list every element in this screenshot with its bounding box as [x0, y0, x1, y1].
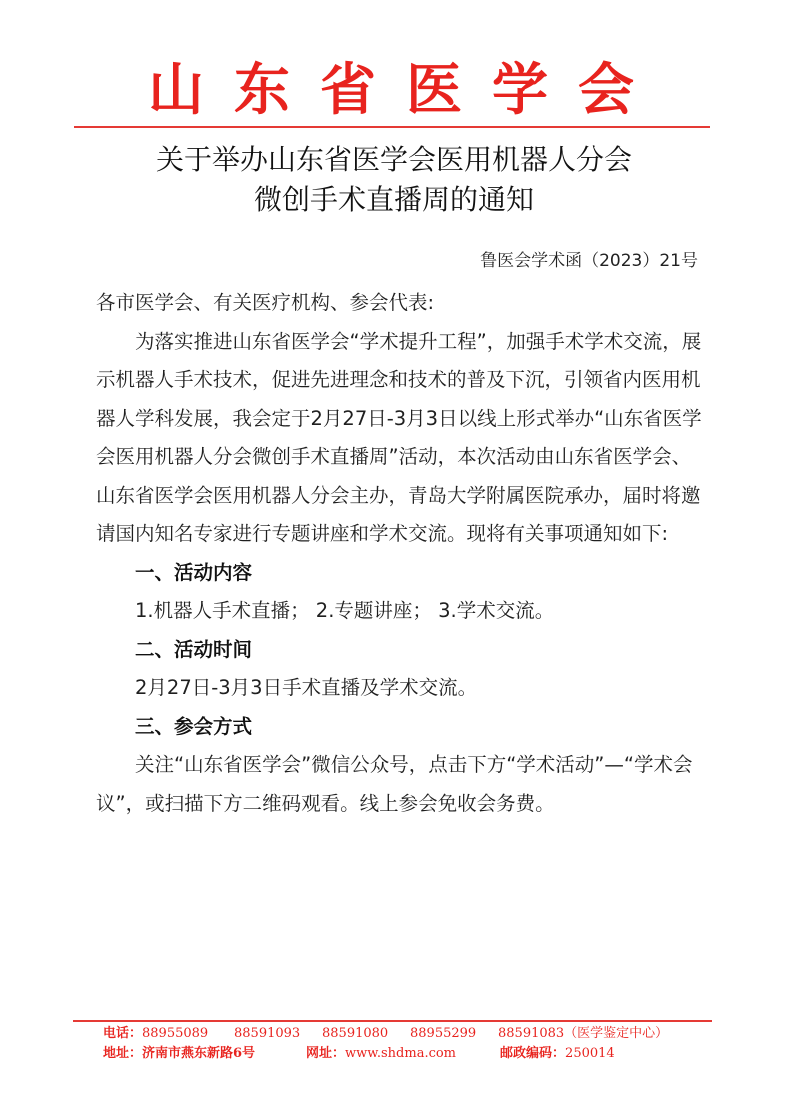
letterhead-divider — [74, 126, 710, 128]
section-heading-time: 二、活动时间 — [135, 637, 253, 661]
document-body — [96, 284, 702, 823]
footer — [103, 1024, 703, 1064]
address-label: 地址： — [103, 1046, 143, 1061]
footer-phones — [103, 1024, 703, 1044]
section-heading-method: 三、参会方式 — [135, 714, 253, 738]
title-line-2: 微创手术直播周的通知 — [253, 183, 534, 216]
section-body-content: 1.机器人手术直播； 2.专题讲座； 3.学术交流。 — [135, 599, 555, 622]
footer-address-row — [103, 1044, 703, 1064]
letterhead — [0, 58, 788, 122]
postcode-value: 250014 — [565, 1046, 615, 1061]
title-line-1: 关于举办山东省医学会医用机器人分会 — [155, 143, 632, 176]
phone-number: 88591080 — [322, 1026, 389, 1041]
website-link[interactable]: www.shdma.com — [345, 1046, 457, 1061]
phone-label: 电话： — [103, 1026, 143, 1041]
phone-number: 88591093 — [234, 1026, 301, 1041]
footer-divider — [73, 1020, 712, 1022]
section-body-method: 关注“山东省医学会”微信公众号，点击下方“学术活动”—“学术会议”，或扫描下方二维码观看。线上参会免收会务费。 — [96, 753, 693, 815]
phone-number: 88955089 — [142, 1026, 209, 1041]
phone-number: 88591083（医学鉴定中心） — [498, 1026, 669, 1041]
section-body-time: 2月27日-3月3日手术直播及学术交流。 — [135, 676, 478, 699]
phone-number: 88955299 — [410, 1026, 477, 1041]
postcode-label: 邮政编码： — [500, 1046, 566, 1061]
document-number: 鲁医会学术函（2023）21号 — [480, 251, 698, 271]
website-label: 网址： — [306, 1046, 346, 1061]
intro-paragraph: 为落实推进山东省医学会“学术提升工程”，加强手术学术交流，展示机器人手术技术，促进先进理念和技术的普及下沉，引领省内医用机器人学科发展，我会定于2月27日-3月3日以线上形式举办“山东省医学会医用机器人分会微创手术直播周”活动，本次活动由山东省医学会、山东省医学会医用机器人分会主办，青岛大学附属医院承办，届时将邀请国内知名专家进行专题讲座和学术交流。现将有关事项通知如下: — [96, 329, 702, 545]
address-value: 济南市燕东新路6号 — [142, 1046, 256, 1061]
document-title — [0, 140, 788, 220]
org-name: 山东省医学会 — [148, 57, 664, 123]
section-heading-content: 一、活动内容 — [135, 560, 253, 584]
salutation: 各市医学会、有关医疗机构、参会代表: — [96, 291, 435, 314]
